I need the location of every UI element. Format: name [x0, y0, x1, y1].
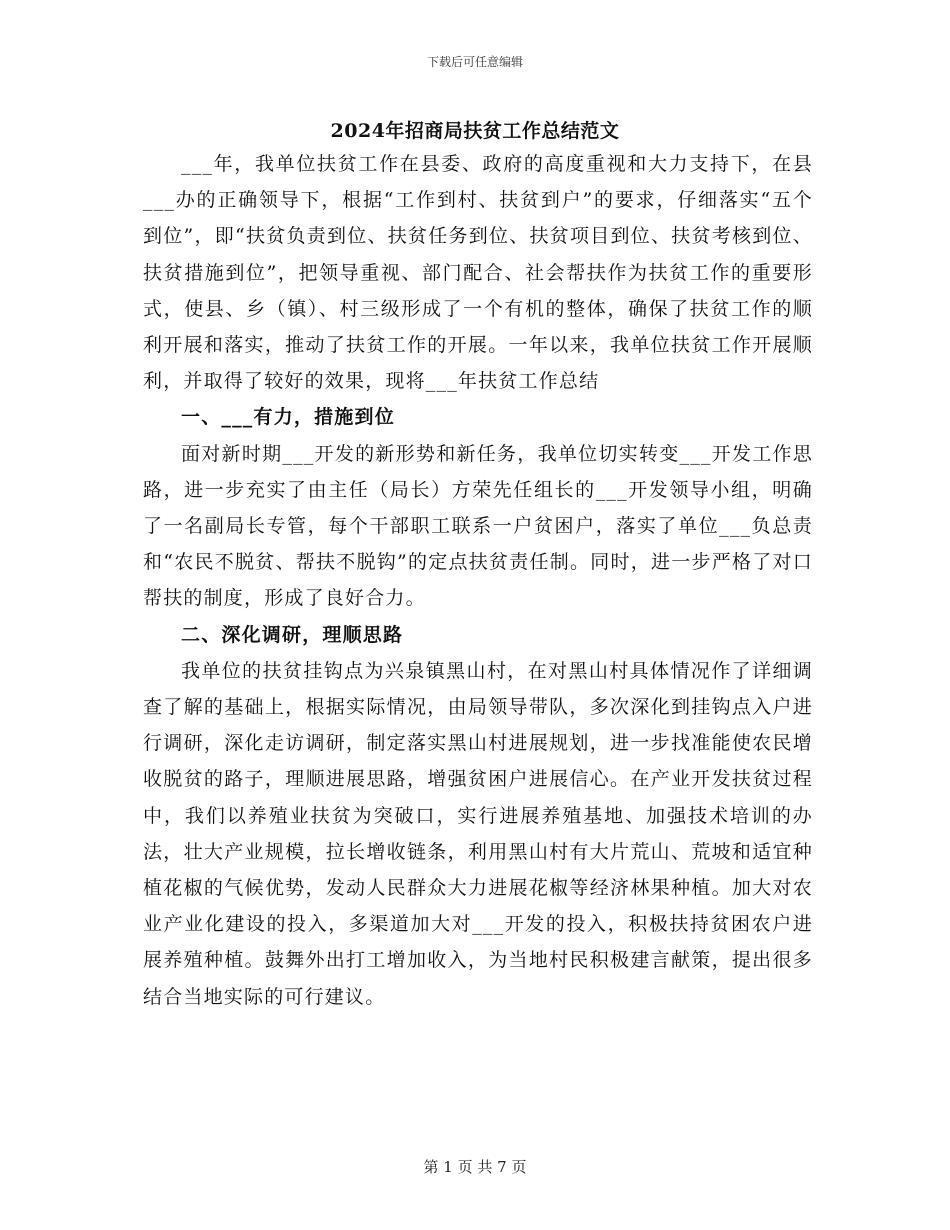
section-1-paragraph: 面对新时期___开发的新形势和新任务，我单位切实转变___开发工作思路，进一步充实了由主任（局长）方荣先任组长的___开发领导小组，明确了一名副局长专管，每个干部职工联系一户贫困户，落实了单位___负总责和“农民不脱贫、帮扶不脱钩”的定点扶贫责任制。同时，进一步严格了对口帮扶的制度，形成了良好合力。	[143, 442, 813, 610]
document-title: 2024年招商局扶贫工作总结范文	[330, 120, 620, 142]
section-1-heading: 一、___有力，措施到位	[181, 406, 395, 429]
section-2-paragraph: 我单位的扶贫挂钩点为兴泉镇黑山村，在对黑山村具体情况作了详细调查了解的基础上，根据实际情况，由局领导带队，多次深化到挂钩点入户进行调研，深化走访调研，制定落实黑山村进展规划，进一步找准能使农民增收脱贫的路子，理顺进展思路，增强贫困户进展信心。在产业开发扶贫过程中，我们以养殖业扶贫为突破口，实行进展养殖基地、加强技术培训的办法，壮大产业规模，拉长增收链条，利用黑山村有大片荒山、荒坡和适宜种植花椒的气候优势，发动人民群众大力进展花椒等经济林果种植。加大对农业产业化建设的投入，多渠道加大对___开发的投入，积极扶持贫困农户进展养殖种植。鼓舞外出打工增加收入，为当地村民积极建言献策，提出很多结合当地实际的可行建议。	[143, 659, 813, 1008]
document-body	[143, 146, 813, 1015]
intro-paragraph: ___年，我单位扶贫工作在县委、政府的高度重视和大力支持下，在县___办的正确领导下，根据“工作到村、扶贫到户”的要求，仔细落实“五个到位”，即“扶贫负责到位、扶贫任务到位、扶贫项目到位、扶贫考核到位、扶贫措施到位”，把领导重视、部门配合、社会帮扶作为扶贫工作的重要形式，使县、乡（镇）、村三级形成了一个有机的整体，确保了扶贫工作的顺利开展和落实，推动了扶贫工作的开展。一年以来，我单位扶贫工作开展顺利，并取得了较好的效果，现将___年扶贫工作总结	[143, 153, 813, 393]
header-note: 下载后可任意编辑	[426, 55, 523, 69]
page-footer: 第 1 页 共 7 页	[423, 1158, 527, 1176]
section-2-heading: 二、深化调研，理顺思路	[181, 623, 404, 646]
